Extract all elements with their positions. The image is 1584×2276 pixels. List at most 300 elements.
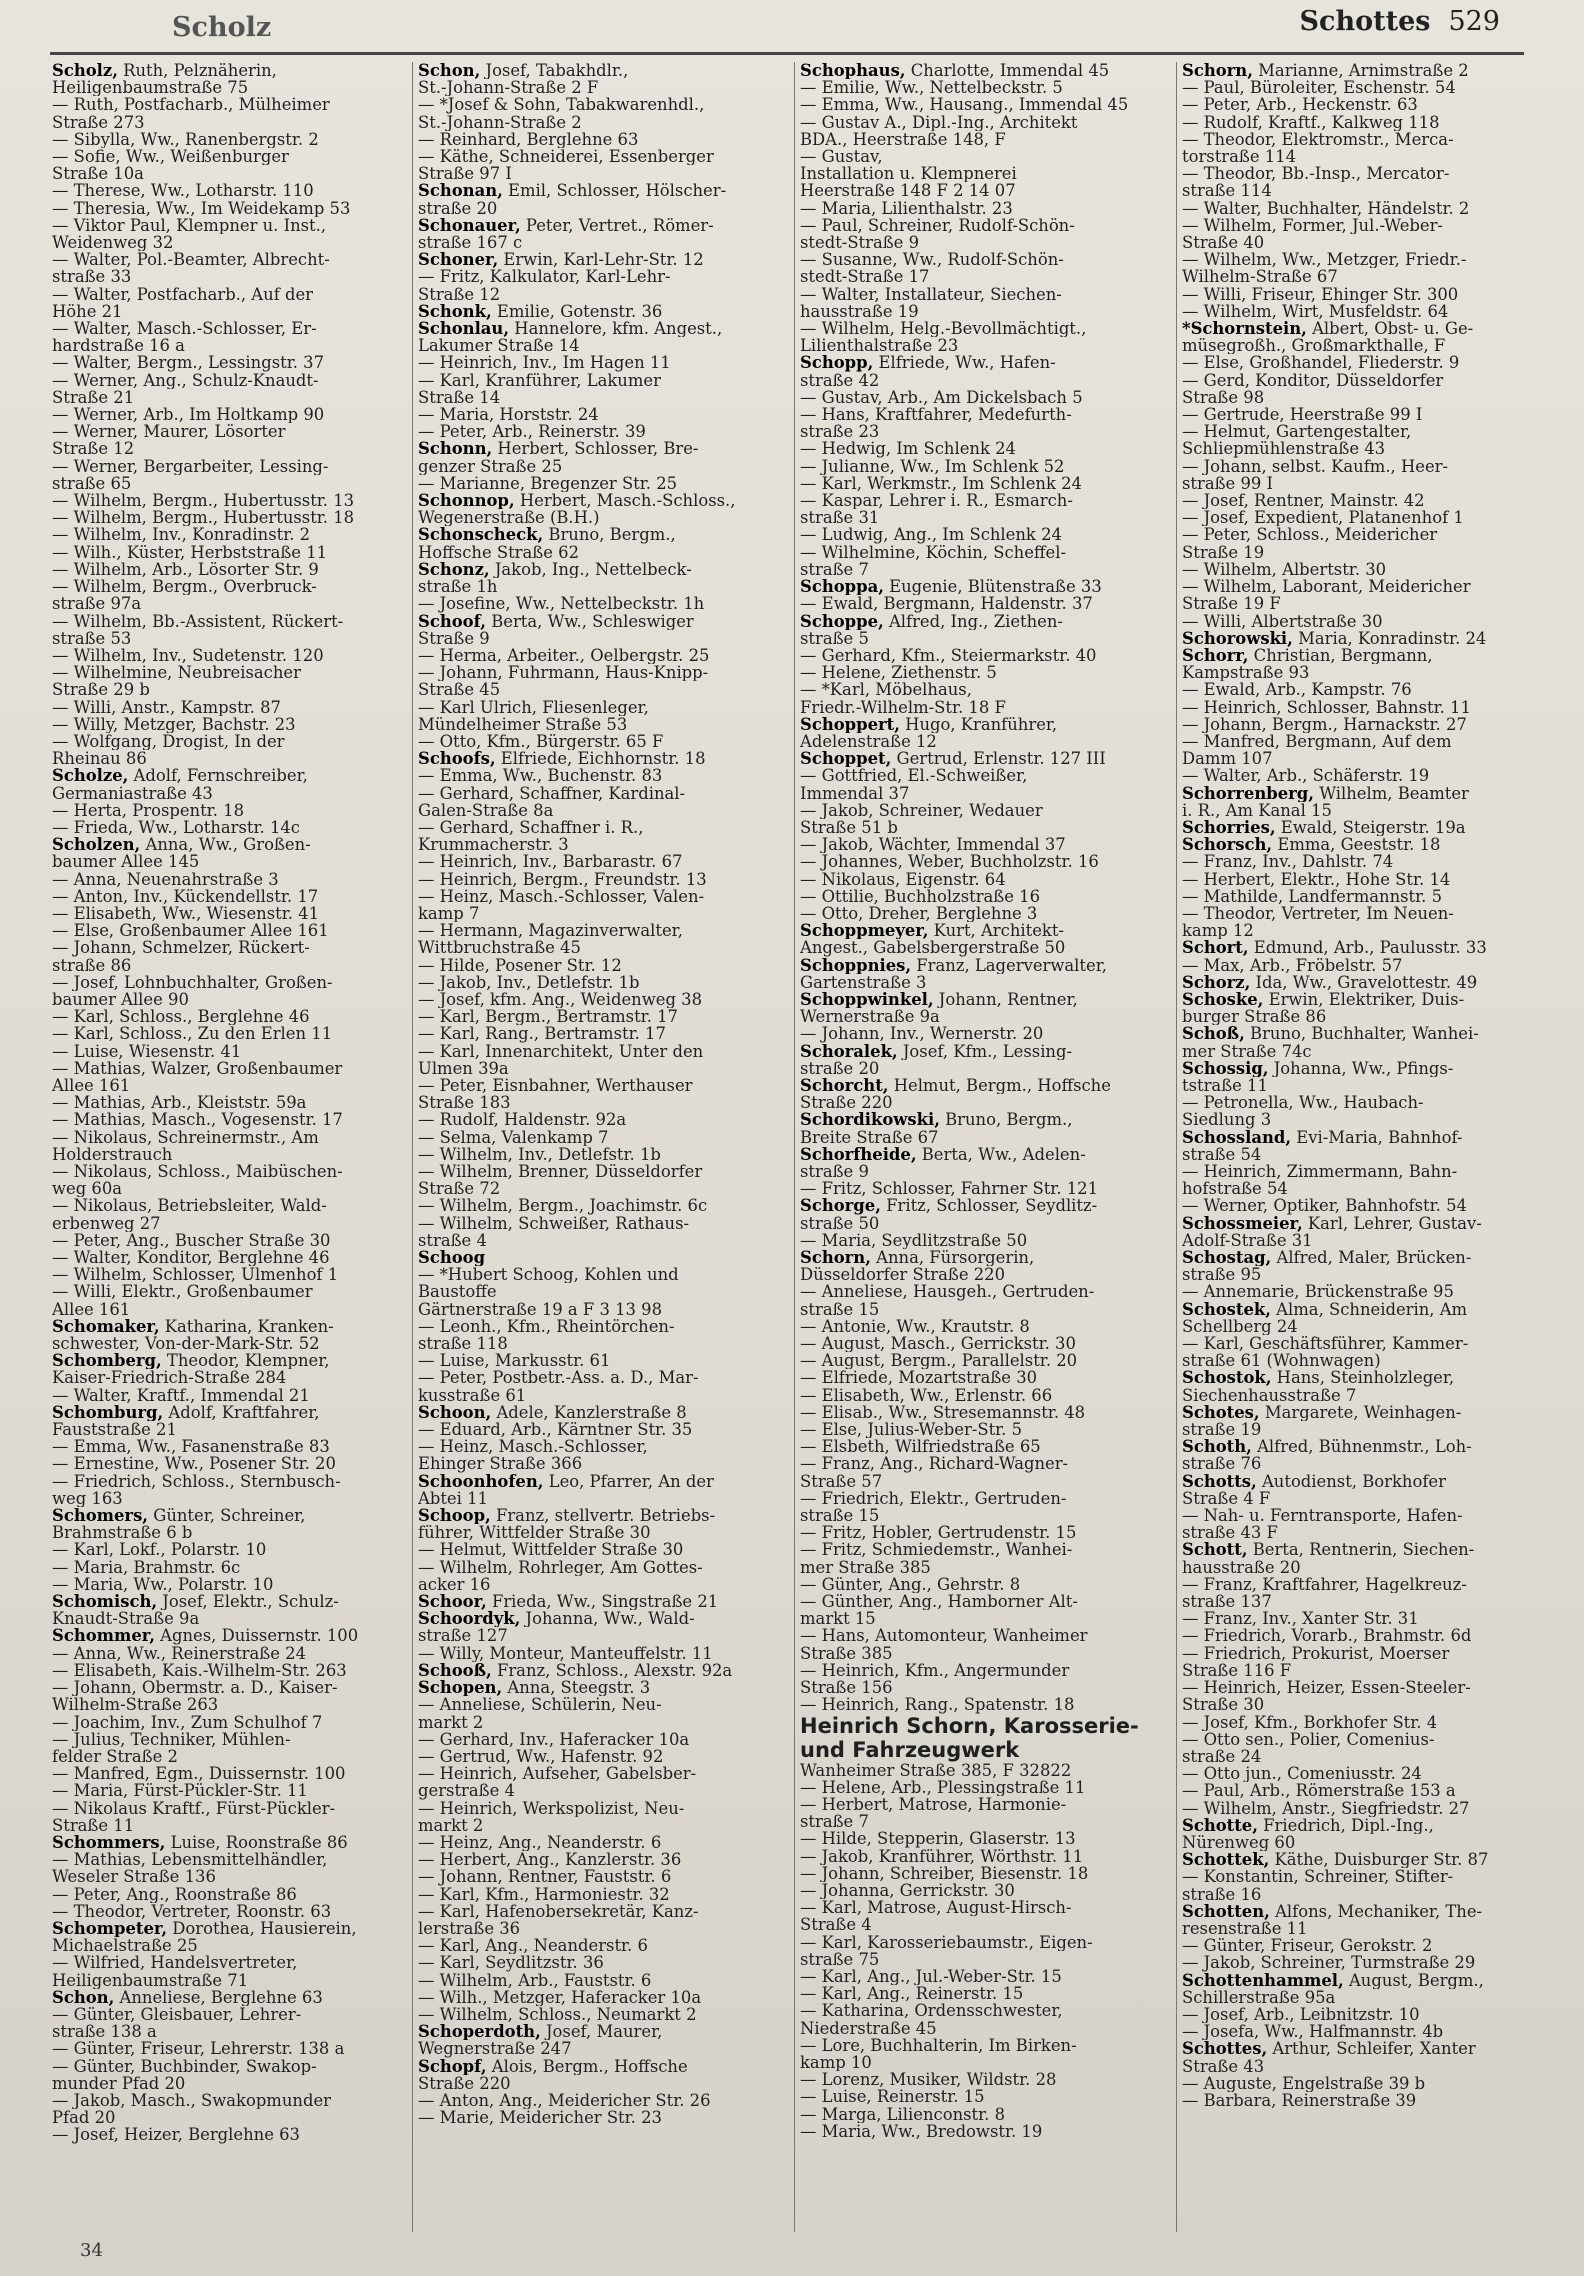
entry-text: Elfriede, Ww., Hafen- [873,354,1056,372]
directory-entry-line [52,1524,412,1541]
directory-entry-line [418,1851,778,1868]
entry-text: — Karl, Schloss., Berglehne 46 [52,1008,310,1026]
directory-entry-line [52,699,412,716]
directory-entry-line [800,440,1160,457]
directory-entry-line [800,1985,1160,2002]
directory-entry-line [800,905,1160,922]
directory-entry-line [800,1610,1160,1627]
entry-text: — Herbert, Matrose, Harmonie- [800,1795,1067,1814]
entry-text: — Franz, Ang., Richard-Wagner- [800,1455,1069,1473]
directory-entry-line [1182,337,1542,354]
directory-entry-line [1182,888,1542,905]
directory-entry-line [418,595,778,612]
directory-entry-line [418,1421,778,1438]
directory-entry-line [52,286,412,303]
entry-text: — Peter, Postbetr.-Ass. a. D., Mar- [418,1369,699,1387]
directory-entry-head [1182,991,1542,1008]
entry-text: — Wilhelm, Bergm., Joachimstr. 6c [418,1197,708,1215]
directory-entry-line [1182,1954,1542,1971]
surname: Schon, [418,62,481,80]
directory-entry-line [800,836,1160,853]
entry-text: — Manfred, Bergmann, Auf dem [1182,732,1452,751]
entry-text: — Joachim, Inv., Zum Schulhof 7 [52,1713,323,1731]
directory-entry-line [800,1455,1160,1472]
entry-text: — Annemarie, Brückenstraße 95 [1182,1283,1454,1301]
directory-entry-line [1182,1111,1542,1128]
entry-text: straße 97a [52,595,142,613]
entry-text: — Marianne, Bregenzer Str. 25 [418,474,678,493]
entry-text: — Werner, Ang., Schulz-Knaudt- [52,371,319,389]
entry-text: straße 19 [1182,1421,1262,1439]
entry-text: Josef, Kfm., Lessing- [897,1042,1073,1060]
entry-text: — Anneliese, Schülerin, Neu- [418,1696,662,1714]
entry-text: straße 114 [1182,182,1272,200]
directory-entry-line [52,2109,412,2126]
entry-text: — Helmut, Gartengestalter, [1182,423,1412,441]
entry-text: — Wilhelm, Inv., Sudetenstr. 120 [52,646,324,665]
directory-entry-line [418,699,778,716]
entry-text: Berta, Ww., Adelen- [916,1145,1086,1163]
directory-entry-line [418,1146,778,1163]
directory-entry-head [418,613,778,630]
entry-text: Siechenhausstraße 7 [1182,1386,1357,1404]
directory-entry-line [52,1180,412,1197]
directory-entry-line [52,1868,412,1885]
column-divider [794,62,795,2232]
entry-text: — Hilde, Stepperin, Glaserstr. 13 [800,1830,1076,1848]
directory-entry-line [52,1559,412,1576]
directory-entry-line [1182,613,1542,630]
entry-text: — Emilie, Ww., Nettelbeckstr. 5 [800,79,1063,97]
surname: Schorries, [1182,818,1276,837]
directory-entry-line [800,2002,1160,2019]
entry-text: — Otto, Dreher, Berglehne 3 [800,904,1038,923]
surname: Schompeter, [52,1919,168,1938]
entry-text: — Josef, Rentner, Mainstr. 42 [1182,492,1425,510]
entry-text: Adele, Kanzlerstraße 8 [491,1403,687,1422]
entry-text: Theodor, Klempner, [161,1352,330,1370]
directory-entry-line [1182,905,1542,922]
directory-entry-line [1182,354,1542,371]
directory-entry-line [52,1782,412,1799]
directory-entry-head [52,1352,412,1369]
directory-entry-line [1182,699,1542,716]
directory-entry-head [800,578,1160,595]
directory-entry-head [1182,1903,1542,1920]
directory-entry-line [52,337,412,354]
directory-entry-line [1182,2023,1542,2040]
entry-text: Brahmstraße 6 b [52,1524,193,1542]
surname: Schorr, [1182,646,1249,665]
directory-entry-line [52,1163,412,1180]
surname: Schorcht, [800,1076,889,1095]
entry-text: straße 15 [800,1507,880,1525]
entry-text: — Gerhard, Kfm., Steiermarkstr. 40 [800,646,1097,665]
directory-entry-line [52,1249,412,1266]
directory-entry-line [1182,733,1542,750]
directory-entry-line [418,200,778,217]
directory-entry-line [1182,561,1542,578]
directory-entry-line [1182,716,1542,733]
directory-entry-line [418,1696,778,1713]
directory-entry-line [52,1043,412,1060]
entry-text: Ehinger Straße 366 [418,1455,583,1473]
directory-entry-line [52,320,412,337]
entry-text: Straße 14 [418,388,501,407]
directory-entry-line [418,716,778,733]
entry-text: Abtei 11 [418,1489,488,1508]
entry-text: straße 9 [800,1163,869,1181]
directory-entry-line [418,2006,778,2023]
surname: Schotte, [1182,1816,1258,1834]
directory-entry-line [800,1830,1160,1847]
entry-text: Gärtnerstraße 19 a F 3 13 98 [418,1300,663,1318]
directory-entry-line [52,406,412,423]
directory-entry-line [52,2092,412,2109]
directory-entry-line [52,630,412,647]
directory-entry-line [418,1455,778,1472]
entry-text: — Karl, Hafenobersekretär, Kanz- [418,1902,699,1920]
entry-text: — Emma, Ww., Hausang., Immendal 45 [800,96,1129,114]
directory-entry-line [1182,1559,1542,1576]
directory-entry-line [52,664,412,681]
entry-text: Allee 161 [52,1076,131,1095]
directory-entry-line [1182,303,1542,320]
entry-text: — Karl, Bergm., Bertramstr. 17 [418,1008,678,1026]
directory-entry-head [800,354,1160,371]
surname: Schottenhammel, [1182,1971,1344,1989]
directory-entry-line [52,440,412,457]
entry-text: Johanna, Ww., Wald- [520,1610,695,1628]
directory-entry-line [52,922,412,939]
directory-entry-line [800,526,1160,543]
directory-entry-line [1182,1146,1542,1163]
entry-text: Hannelore, kfm. Angest., [509,320,723,338]
entry-text: torstraße 114 [1182,148,1297,166]
entry-text: Adolf, Fernschreiber, [128,767,308,785]
directory-entry-line [800,1796,1160,1813]
directory-entry-line [418,1559,778,1576]
entry-text: Johanna, Ww., Pfings- [1268,1059,1454,1077]
directory-entry-head [1182,630,1542,647]
directory-entry-head [800,1111,1160,1128]
entry-text: Alfred, Bühnenmstr., Loh- [1251,1438,1472,1456]
entry-text: acker 16 [418,1575,491,1594]
directory-entry-line [418,1111,778,1128]
directory-entry-line [418,423,778,440]
entry-text: Ida, Ww., Gravelottestr. 49 [1250,973,1478,991]
entry-text: Maria, Konradinstr. 24 [1292,629,1487,647]
entry-text: Installation u. Klempnerei [800,165,1017,183]
entry-text: stedt-Straße 9 [800,234,920,252]
directory-entry-line [418,1731,778,1748]
directory-entry-line [418,1765,778,1782]
directory-entry-line [1182,1524,1542,1541]
directory-entry-line [1182,1800,1542,1817]
header-left-keyword: Scholz [172,12,272,43]
entry-text: Friedr.-Wilhelm-Str. 18 F [800,698,1006,716]
entry-text: — Karl, Lokf., Polarstr. 10 [52,1541,267,1559]
directory-entry-line [800,2088,1160,2105]
entry-text: Karl, Lehrer, Gustav- [1302,1214,1482,1232]
directory-entry-line [800,561,1160,578]
directory-entry-line [800,2054,1160,2071]
directory-entry-line [418,131,778,148]
directory-entry-line [1182,389,1542,406]
directory-entry-line [800,1662,1160,1679]
directory-entry-line [1182,217,1542,234]
entry-text: Straße 43 [1182,2057,1265,2075]
directory-entry-line [52,1232,412,1249]
entry-text: — Manfred, Egm., Duissernstr. 100 [52,1765,346,1783]
surname: Schommer, [52,1627,155,1645]
directory-entry-line [418,475,778,492]
directory-entry-line [1182,853,1542,870]
surname: Schopp, [800,354,874,372]
entry-text: — Willy, Metzger, Bachstr. 23 [52,715,296,733]
entry-text: — Barbara, Reinerstraße 39 [1182,2091,1417,2110]
entry-text: — Ewald, Bergmann, Haldenstr. 37 [800,595,1093,613]
directory-entry-line [418,785,778,802]
entry-text: — Willi, Friseur, Ehinger Str. 300 [1182,285,1459,303]
entry-text: Emilie, Gotenstr. 36 [491,302,663,321]
directory-entry-line [800,337,1160,354]
directory-entry-line [1182,1679,1542,1696]
entry-text: Straße 12 [418,285,501,303]
directory-entry-line [800,406,1160,423]
directory-entry-line [418,1318,778,1335]
surname: Schomisch, [52,1593,158,1611]
directory-entry-line [418,733,778,750]
surname: Schostek, [1182,1300,1271,1318]
entry-text: Straße 273 [52,113,145,131]
directory-entry-line [52,1886,412,1903]
entry-text: — Günther, Ang., Hamborner Alt- [800,1593,1078,1611]
entry-text: — Herta, Prospentr. 18 [52,801,244,819]
directory-entry-head [1182,2040,1542,2057]
entry-text: Adolf, Kraftfahrer, [163,1403,320,1422]
entry-text: — Gerhard, Inv., Haferacker 10a [418,1730,690,1748]
entry-text: munder Pfad 20 [52,2074,186,2092]
entry-text: — *Hubert Schoog, Kohlen und [418,1266,679,1284]
directory-entry-head [52,1404,412,1421]
entry-text: — Walter, Kraftf., Immendal 21 [52,1386,310,1404]
entry-text: — Gertrud, Ww., Hafenstr. 92 [418,1747,664,1766]
entry-text: Straße 19 [1182,543,1265,561]
entry-text: — Maria, Seydlitzstraße 50 [800,1231,1028,1250]
directory-entry-head [1182,1025,1542,1042]
directory-entry-line [1182,1180,1542,1197]
directory-entry-line [52,1146,412,1163]
directory-entry-line [52,234,412,251]
entry-text: — Heinz, Masch.-Schlosser, Valen- [418,887,705,905]
directory-entry-line [800,1490,1160,1507]
entry-text: — Else, Großenbaumer Allee 161 [52,922,329,940]
entry-text: gerstraße 4 [418,1782,515,1800]
directory-entry-line [800,1318,1160,1335]
entry-text: — Jakob, Kranführer, Wörthstr. 11 [800,1847,1084,1865]
directory-entry-line [52,991,412,1008]
entry-text: Gartenstraße 3 [800,973,927,991]
entry-text: Franz, Schloss., Alexstr. 92a [491,1661,733,1680]
directory-entry-line [52,1765,412,1782]
entry-text: müsegroßh., Großmarkthalle, F [1182,337,1446,355]
directory-entry-line [418,1387,778,1404]
directory-entry-line [52,1438,412,1455]
directory-entry-head [1182,1129,1542,1146]
directory-entry-line [800,458,1160,475]
entry-text: Katharina, Kranken- [159,1317,334,1336]
surname: Schophaus, [800,62,906,80]
directory-entry-line [52,2126,412,2143]
entry-text: — Werner, Arb., Im Holtkamp 90 [52,406,325,424]
entry-text: BDA., Heerstraße 148, F [800,130,1006,149]
directory-entry-head [52,1920,412,1937]
entry-text: — Johann, Fuhrmann, Haus-Knipp- [418,664,709,682]
entry-text: Wanheimer Straße 385, F 32822 [800,1761,1072,1779]
entry-text: — Josef, Expedient, Platanenhof 1 [1182,509,1464,527]
directory-entry-line [800,630,1160,647]
entry-text: — Frieda, Ww., Lotharstr. 14c [52,818,300,837]
entry-text: Damm 107 [1182,750,1273,768]
directory-entry-line [418,767,778,784]
entry-text: — Franz, Inv., Xanter Str. 31 [1182,1610,1419,1628]
surname: Schoperdoth, [418,2023,541,2041]
directory-entry-line [800,1645,1160,1662]
directory-entry-head [1182,785,1542,802]
directory-entry-head [1182,819,1542,836]
entry-text: Fauststraße 21 [52,1421,177,1439]
directory-entry-line [52,2023,412,2040]
directory-entry-line [800,1627,1160,1644]
directory-entry-line [800,165,1160,182]
entry-text: Herbert, Schlosser, Bre- [492,440,699,458]
entry-text: Anna, Fürsorgerin, [870,1249,1035,1267]
directory-entry-line [418,372,778,389]
directory-entry-line [1182,2058,1542,2075]
directory-entry-head [418,1404,778,1421]
entry-text: straße 7 [800,1813,869,1831]
entry-text: — Peter, Eisnbahner, Werthauser [418,1076,693,1095]
directory-entry-line [52,1576,412,1593]
entry-text: — Johann, Inv., Wernerstr. 20 [800,1025,1044,1043]
entry-text: Leo, Pfarrer, An der [543,1472,714,1490]
surname: Schoppmeyer, [800,922,929,940]
entry-text: straße 118 [418,1335,508,1353]
entry-text: — Karl, Werkmstr., Im Schlenk 24 [800,474,1082,493]
entry-text: Straße 4 [800,1916,872,1934]
entry-text: — Sofie, Ww., Weißenburger [52,148,289,166]
entry-text: — Gustav, [800,148,883,166]
entry-text: Marianne, Arnimstraße 2 [1252,62,1469,80]
directory-entry-line [800,1524,1160,1541]
directory-entry-line [1182,1868,1542,1885]
directory-entry-line [800,1916,1160,1933]
entry-text: Kampstraße 93 [1182,664,1310,682]
directory-entry-line [1182,1197,1542,1214]
directory-entry-line [52,1473,412,1490]
surname: Schonn, [418,440,493,458]
directory-entry-line [418,1576,778,1593]
entry-text: — Wilhelm, Arb., Fauststr. 6 [418,1971,652,1989]
directory-entry-line [800,871,1160,888]
directory-entry-line [52,131,412,148]
surname: Schottes, [1182,2040,1268,2058]
surname: Schoor, [418,1593,487,1611]
directory-entry-line [800,389,1160,406]
entry-text: — Friedrich, Elektr., Gertruden- [800,1489,1067,1508]
entry-text: Ewald, Steigerstr. 19a [1275,818,1466,837]
entry-text: — Lore, Buchhalterin, Im Birken- [800,2036,1077,2054]
directory-entry-line [52,1369,412,1386]
directory-entry-line [800,819,1160,836]
directory-entry-line [418,1782,778,1799]
entry-text: — Wilhelm, Helg.-Bevollmächtigt., [800,320,1087,338]
entry-text: — Günter, Friseur, Lehrerstr. 138 a [52,2040,345,2058]
entry-text: — Ottilie, Buchholzstraße 16 [800,887,1041,905]
entry-text: — Ruth, Postfacharb., Mülheimer [52,96,330,114]
directory-entry-line [1182,922,1542,939]
directory-entry-line [52,1748,412,1765]
surname: Scholze, [52,767,129,785]
entry-text: straße 86 [52,956,132,974]
directory-entry-line [418,148,778,165]
directory-entry-line [418,165,778,182]
directory-entry-head [418,1593,778,1610]
directory-entry-line [800,1283,1160,1300]
directory-entry-line [800,1266,1160,1283]
entry-text: — Anna, Neuenahrstraße 3 [52,870,279,888]
surname: Schoralek, [800,1042,898,1060]
entry-text: — Wilfried, Handelsvertreter, [52,1954,298,1972]
entry-text: — Willi, Elektr., Großenbaumer [52,1283,313,1301]
directory-entry-line [1182,1077,1542,1094]
directory-entry-line [52,200,412,217]
directory-entry-line [1182,544,1542,561]
footer-mark: 34 [80,2240,103,2261]
directory-entry-line [1182,1266,1542,1283]
entry-text: — Karl, Ang., Reinerstr. 15 [800,1985,1024,2003]
directory-entry-line [800,1934,1160,1951]
entry-text: — Hedwig, Im Schlenk 24 [800,440,1016,458]
surname: Scholz, [52,62,118,80]
entry-text: — Willi, Anstr., Kampstr. 87 [52,698,281,716]
directory-entry-line [52,217,412,234]
entry-text: — Josef, Heizer, Berglehne 63 [52,2126,300,2144]
directory-entry-line [1182,406,1542,423]
directory-entry-line [52,1025,412,1042]
surname: Schott, [1182,1541,1248,1559]
directory-entry-head [1182,1851,1542,1868]
directory-entry-line [418,1937,778,1954]
directory-entry-head [418,2023,778,2040]
surname: Schoordyk, [418,1610,521,1628]
entry-text: straße 99 I [1182,474,1274,493]
directory-entry-head [1182,1404,1542,1421]
directory-entry-line [52,389,412,406]
entry-text: Berta, Rentnerin, Siechen- [1247,1541,1475,1559]
directory-entry-line [52,613,412,630]
directory-entry-line [800,1335,1160,1352]
directory-entry-line [418,1748,778,1765]
entry-text: straße 20 [418,199,498,217]
directory-entry-head [1182,836,1542,853]
entry-text: Charlotte, Immendal 45 [905,62,1110,80]
directory-entry-line [1182,1989,1542,2006]
surname: Schomers, [52,1507,149,1525]
directory-entry-line [418,2075,778,2092]
directory-entry-line [418,1714,778,1731]
